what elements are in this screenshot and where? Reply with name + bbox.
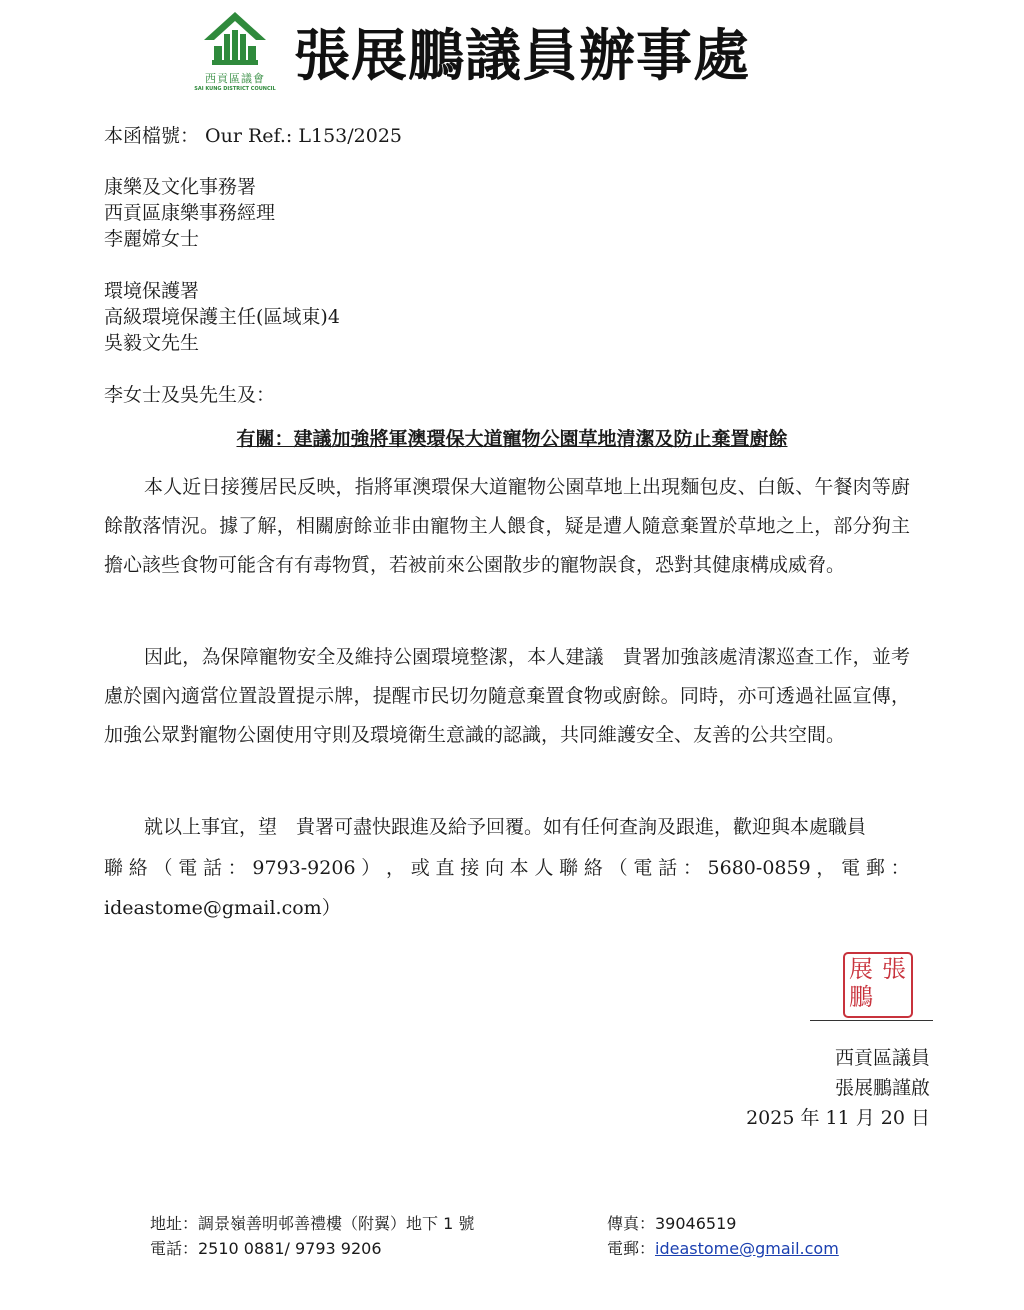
closing-line-1: 就以上事宜，望 貴署可盡快跟進及給予回覆。如有任何查詢及跟進，歡迎與本處職員: [144, 816, 867, 838]
footer-phone: 電話：2510 0881/ 9793 9206: [150, 1239, 382, 1258]
signatory-title: 西貢區議員: [834, 1047, 930, 1069]
contact-token: 話: [202, 857, 222, 879]
contact-token: 5680-0859: [707, 857, 811, 879]
seal-char-2: 展: [849, 955, 873, 983]
contact-token: 話: [658, 857, 678, 879]
recipient-title-1: 西貢區康樂事務經理: [104, 202, 276, 224]
contact-token: ，: [386, 857, 406, 879]
signatory-name: 張展鵬謹啟: [834, 1077, 930, 1099]
logo-english-text: SAI KUNG DISTRICT COUNCIL: [194, 86, 276, 92]
contact-token: ：: [890, 857, 910, 879]
contact-token: 接: [460, 857, 480, 879]
contact-token: 絡: [128, 857, 148, 879]
contact-token: ，: [816, 857, 836, 879]
contact-token: 或: [410, 857, 430, 879]
body-paragraph-2: 因此，為保障寵物安全及維持公園環境整潔，本人建議 貴署加強該處清潔巡查工作，並考慮於園內適當位置設置提示牌，提醒市民切勿隨意棄置食物或廚餘。同時，亦可透過社區宣傳，加強公眾對寵物公園使用守則及環境衛生意識的認識，共同維護安全、友善的公共空間。: [104, 646, 910, 746]
reference-number: 本函檔號： Our Ref.: L153/2025: [104, 125, 402, 147]
contact-token: 郵: [865, 857, 885, 879]
recipient-dept-2: 環境保護署: [104, 280, 200, 302]
contact-spread: [104, 855, 910, 881]
footer-email-label: 電郵：: [607, 1239, 656, 1258]
red-seal-stamp: [843, 952, 913, 1018]
contact-token: 9793-9206: [252, 857, 356, 879]
recipient-name-1: 李麗嫦女士: [104, 228, 200, 250]
contact-token: 向: [484, 857, 504, 879]
council-emblem-icon: [202, 10, 268, 70]
closing-email: ideastome@gmail.com）: [104, 897, 341, 919]
contact-token: ：: [682, 857, 702, 879]
logo-chinese-text: 西貢區議會: [205, 72, 265, 85]
letterhead: [190, 8, 830, 103]
office-title: 張展鵬議員辦事處: [294, 24, 750, 89]
salutation: 李女士及吳先生及：: [104, 384, 276, 406]
contact-token: 電: [178, 857, 198, 879]
contact-token: 人: [534, 857, 554, 879]
subject-line: 有關：建議加強將軍澳環保大道寵物公園草地清潔及防止棄置廚餘: [236, 428, 788, 450]
contact-token: 直: [435, 857, 455, 879]
footer-email-row: [607, 1236, 839, 1259]
district-council-logo: [190, 8, 280, 103]
contact-token: ：: [227, 857, 247, 879]
signature-line: [810, 1020, 933, 1021]
recipient-title-2: 高級環境保護主任(區域東)4: [104, 306, 340, 328]
footer-fax: 傳真：39046519: [607, 1214, 737, 1233]
seal-char-1: 張: [882, 955, 906, 983]
seal-char-3: 鵬: [849, 983, 873, 1011]
contact-token: 聯: [104, 857, 124, 879]
contact-token: （: [153, 857, 173, 879]
footer-address: 地址：調景嶺善明邨善禮樓（附翼）地下 1 號: [150, 1214, 475, 1233]
contact-token: 絡: [583, 857, 603, 879]
contact-token: 電: [841, 857, 861, 879]
contact-token: 聯: [559, 857, 579, 879]
body-paragraph-1: 本人近日接獲居民反映，指將軍澳環保大道寵物公園草地上出現麵包皮、白飯、午餐肉等廚餘散落情況。據了解，相關廚餘並非由寵物主人餵食，疑是遭人隨意棄置於草地之上，部分狗主擔心該些食物可能含有有毒物質，若被前來公園散步的寵物誤食，恐對其健康構成威脅。: [104, 476, 910, 576]
letter-date: 2025 年 11 月 20 日: [746, 1107, 930, 1129]
contact-token: 電: [633, 857, 653, 879]
recipient-name-2: 吳毅文先生: [104, 332, 200, 354]
contact-token: ）: [361, 857, 381, 879]
recipient-dept-1: 康樂及文化事務署: [104, 176, 257, 198]
contact-token: 本: [509, 857, 529, 879]
footer-email-link[interactable]: ideastome@gmail.com: [655, 1239, 839, 1258]
closing-line-2: [104, 855, 910, 881]
contact-token: （: [608, 857, 628, 879]
